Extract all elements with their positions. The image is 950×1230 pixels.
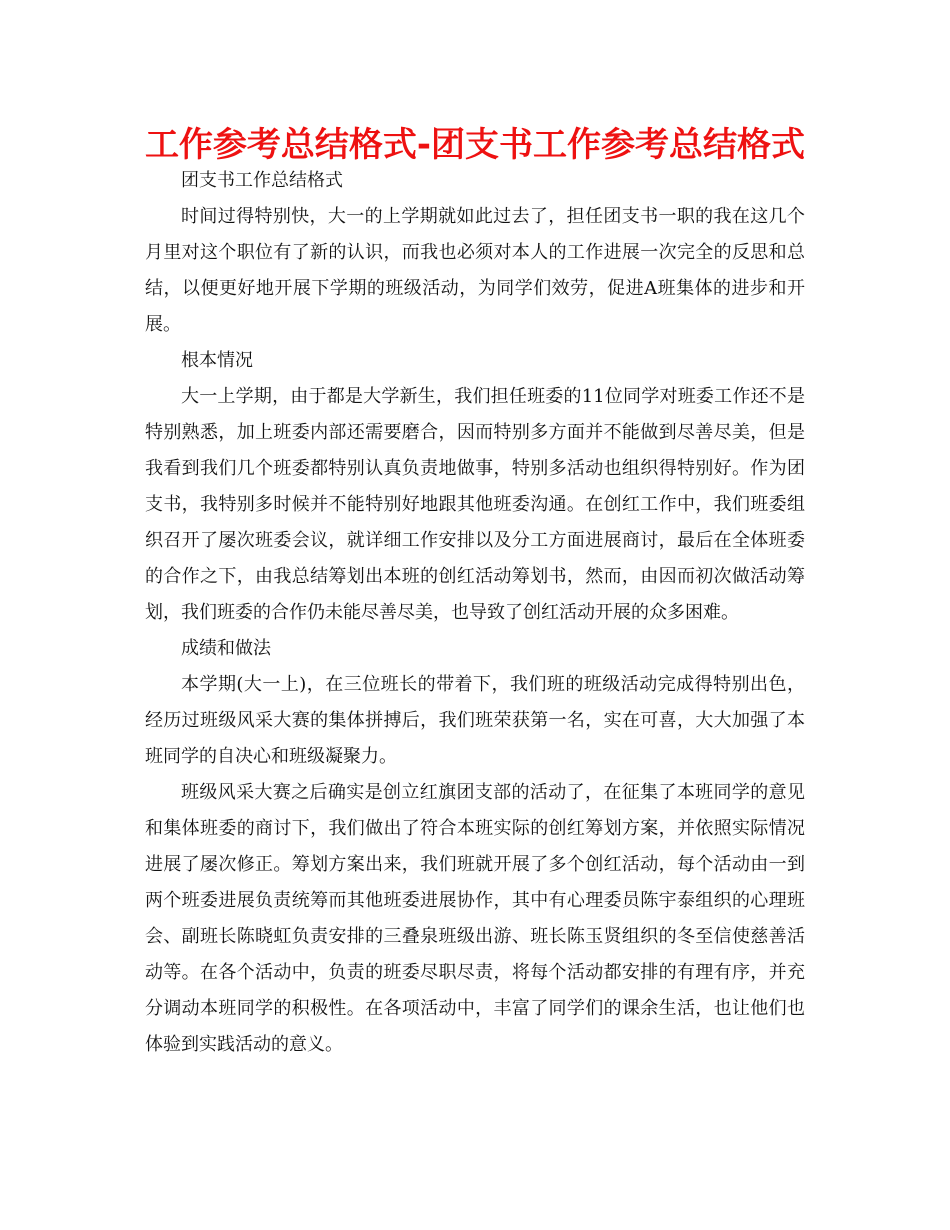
paragraph-achievements-1: 本学期(大一上)，在三位班长的带着下，我们班的班级活动完成得特别出色，经历过班级风采大赛的集体拼搏后，我们班荣获第一名，实在可喜，大大加强了本班同学的自决心和班级凝聚力。: [145, 674, 805, 767]
paragraph-basic-situation: 大一上学期，由于都是大学新生，我们担任班委的11位同学对班委工作还不是特别熟悉，加上班委内部还需要磨合，因而特别多方面并不能做到尽善尽美，但是我看到我们几个班委都特别认真负责地做事，特别多活动也组织得特别好。作为团支书，我特别多时候并不能特别好地跟其他班委沟通。在创红工作中，我们班委组织召开了屡次班委会议，就详细工作安排以及分工方面进展商讨，最后在全体班委的合作之下，由我总结筹划出本班的创红活动筹划书，然而，由因而初次做活动筹划，我们班委的合作仍未能尽善尽美，也导致了创红活动开展的众多困难。: [145, 386, 805, 623]
subtitle-heading: 团支书工作总结格式: [181, 170, 343, 191]
document-body: [145, 163, 805, 1063]
section-heading-basic: 根本情况: [181, 350, 253, 371]
section-heading-achievements: 成绩和做法: [181, 638, 271, 659]
paragraph-intro: 时间过得特别快，大一的上学期就如此过去了，担任团支书一职的我在这几个月里对这个职位有了新的认识，而我也必须对本人的工作进展一次完全的反思和总结，以便更好地开展下学期的班级活动，为同学们效劳，促进A班集体的进步和开展。: [145, 206, 805, 335]
document-title: 工作参考总结格式-团支书工作参考总结格式: [144, 125, 806, 165]
paragraph-achievements-2: 班级风采大赛之后确实是创立红旗团支部的活动了，在征集了本班同学的意见和集体班委的商讨下，我们做出了符合本班实际的创红筹划方案，并依照实际情况进展了屡次修正。筹划方案出来，我们班就开展了多个创红活动，每个活动由一到两个班委进展负责统筹而其他班委进展协作，其中有心理委员陈宇泰组织的心理班会、副班长陈晓虹负责安排的三叠泉班级出游、班长陈玉贤组织的冬至信使慈善活动等。在各个活动中，负责的班委尽职尽责，将每个活动都安排的有理有序，并充分调动本班同学的积极性。在各项活动中，丰富了同学们的课余生活，也让他们也体验到实践活动的意义。: [145, 782, 805, 1055]
